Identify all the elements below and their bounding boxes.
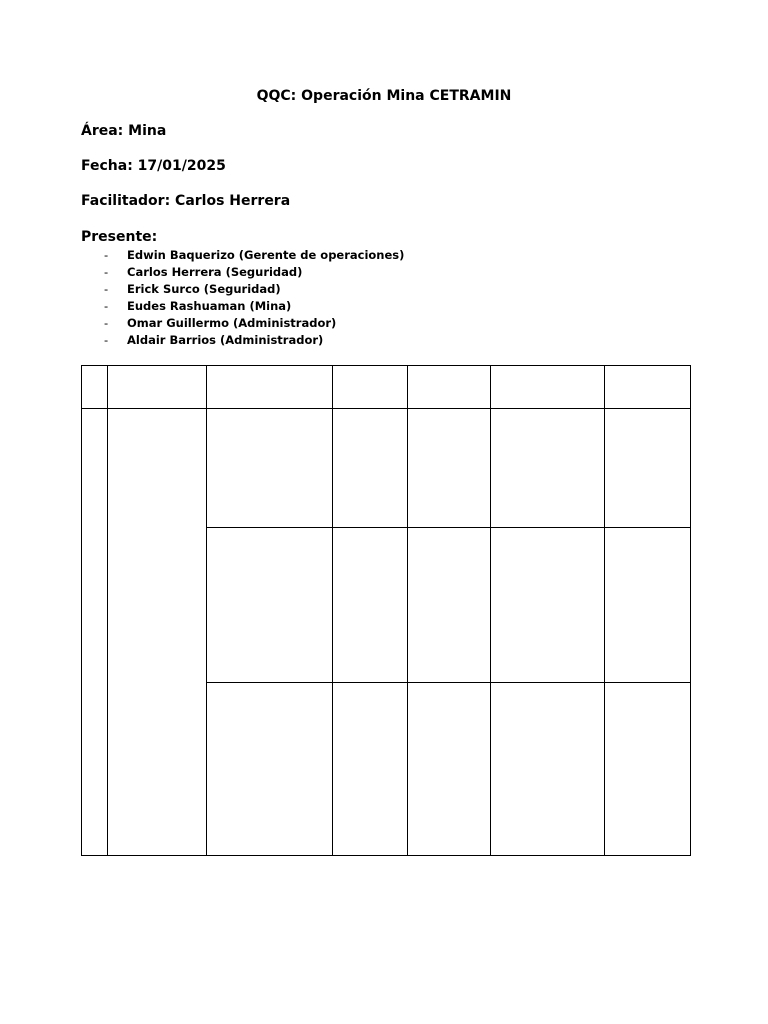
- attendee-list: [104, 247, 404, 349]
- attendee-item: [104, 281, 404, 298]
- empty-table: [81, 365, 691, 856]
- table-cell: [332, 682, 408, 856]
- attendee-name: Aldair Barrios (Administrador): [127, 333, 324, 347]
- table-cell: [604, 408, 691, 528]
- table-cell: [332, 527, 408, 683]
- document-title: QQC: Operación Mina CETRAMIN: [256, 88, 512, 104]
- bullet-dash: -: [104, 299, 109, 313]
- header-cell: [407, 365, 491, 409]
- table-cell: [206, 408, 333, 528]
- bullet-dash: -: [104, 265, 109, 279]
- bullet-dash: -: [104, 282, 109, 296]
- area-field: Área: Mina: [81, 123, 167, 139]
- table-cell: [490, 682, 605, 856]
- attendee-item: [104, 315, 404, 332]
- table-cell: [81, 408, 108, 856]
- attendee-item: [104, 247, 404, 264]
- attendees-label: Presente:: [81, 229, 158, 245]
- date-field: Fecha: 17/01/2025: [81, 158, 226, 174]
- table-cell: [107, 408, 207, 856]
- table-cell: [206, 682, 333, 856]
- table-cell: [604, 682, 691, 856]
- header-cell: [107, 365, 207, 409]
- table-cell: [604, 527, 691, 683]
- attendee-name: Omar Guillermo (Administrador): [127, 316, 337, 330]
- facilitator-field: Facilitador: Carlos Herrera: [81, 193, 291, 209]
- attendee-item: [104, 298, 404, 315]
- header-cell: [604, 365, 691, 409]
- table-cell: [490, 408, 605, 528]
- table-cell: [206, 527, 333, 683]
- attendee-name: Erick Surco (Seguridad): [127, 282, 281, 296]
- bullet-dash: -: [104, 316, 109, 330]
- attendee-name: Edwin Baquerizo (Gerente de operaciones): [127, 248, 405, 262]
- table-cell: [407, 408, 491, 528]
- attendee-item: [104, 264, 404, 281]
- attendee-name: Carlos Herrera (Seguridad): [127, 265, 303, 279]
- bullet-dash: -: [104, 248, 109, 262]
- table-cell: [407, 527, 491, 683]
- header-cell: [490, 365, 605, 409]
- table-cell: [407, 682, 491, 856]
- attendee-name: Eudes Rashuaman (Mina): [127, 299, 292, 313]
- table-cell: [490, 527, 605, 683]
- attendee-item: [104, 332, 404, 349]
- header-cell: [206, 365, 333, 409]
- header-cell: [81, 365, 108, 409]
- header-cell: [332, 365, 408, 409]
- bullet-dash: -: [104, 333, 109, 347]
- table-cell: [332, 408, 408, 528]
